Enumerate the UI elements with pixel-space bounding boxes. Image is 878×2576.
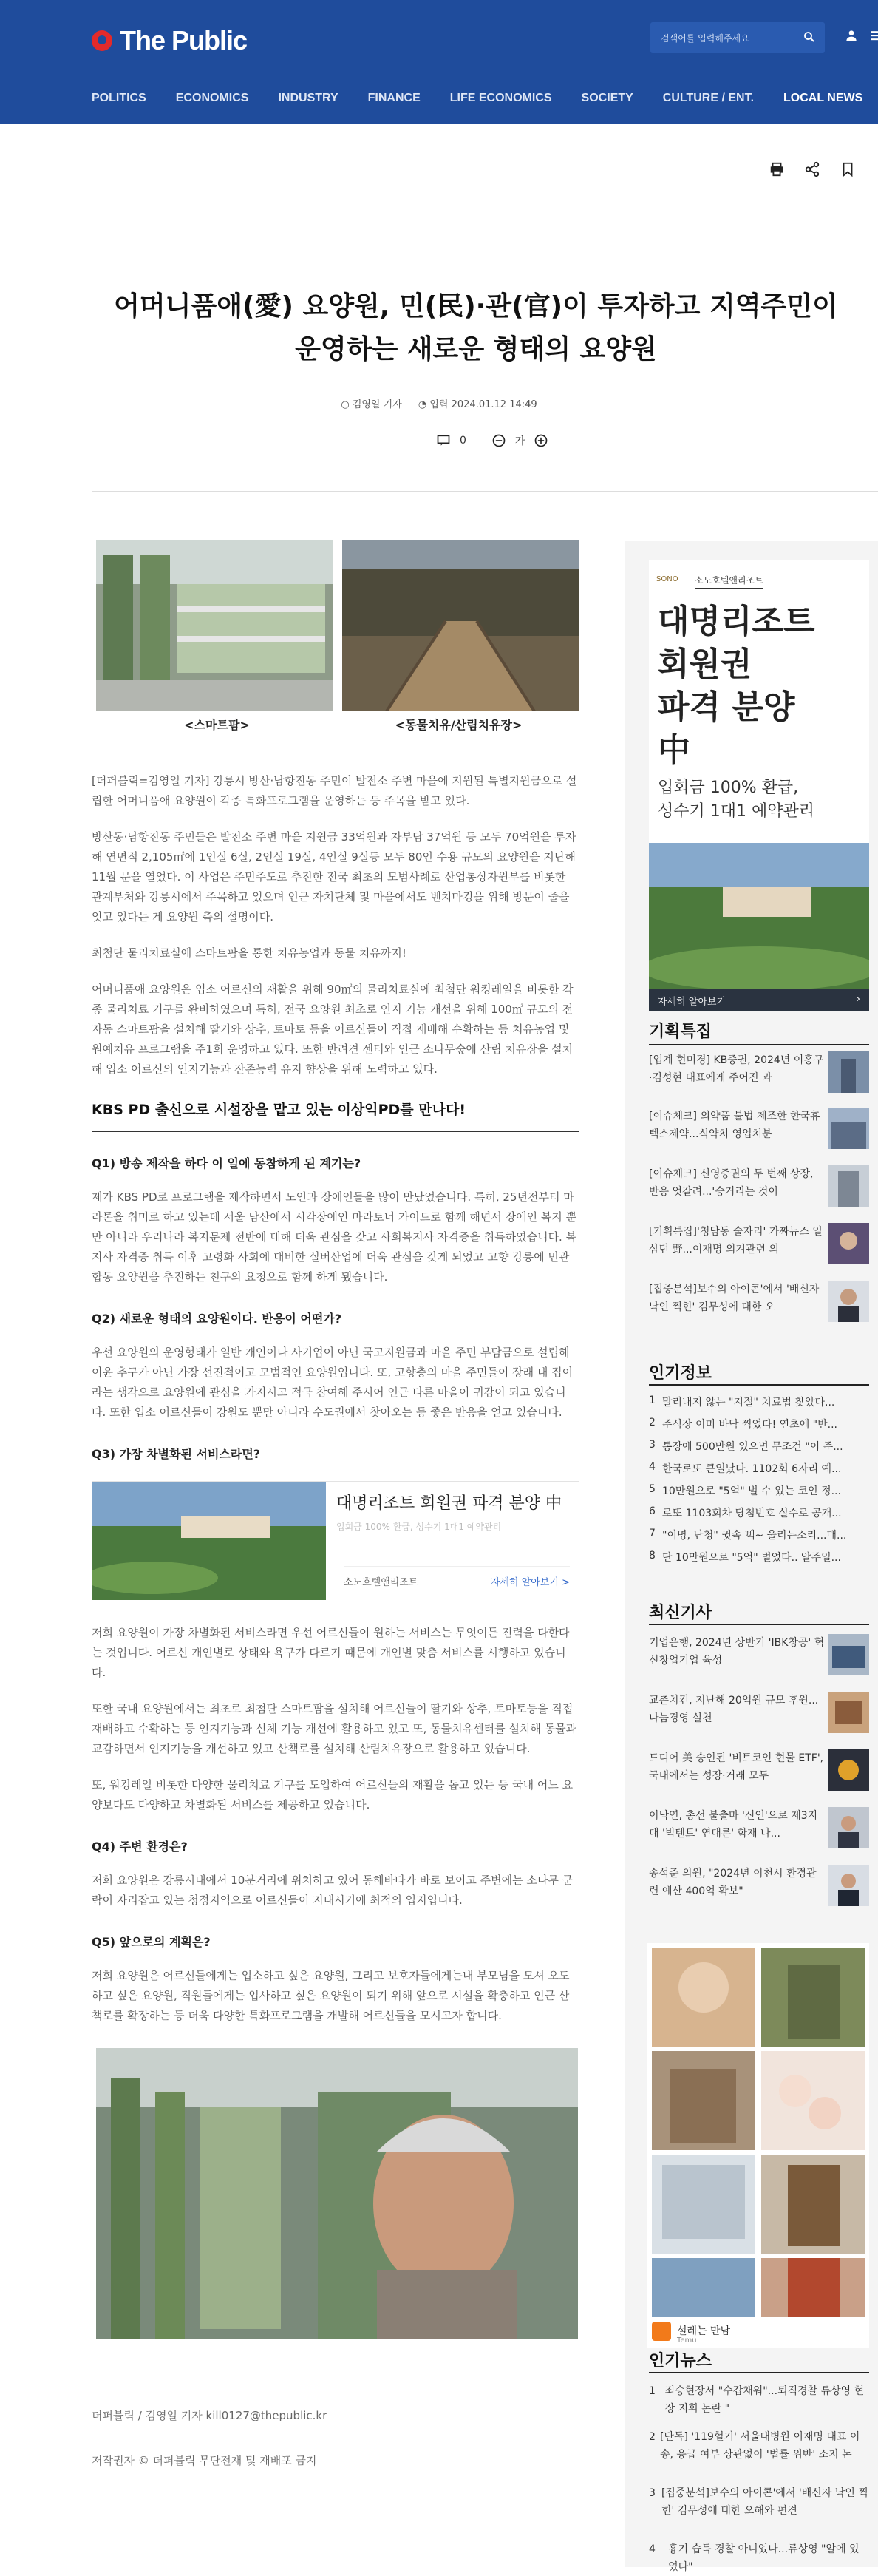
rank-number: 7 (649, 1528, 662, 1542)
shopping-ad[interactable] (647, 1943, 869, 2348)
popular-item[interactable] (649, 1505, 869, 1520)
divider (649, 1044, 869, 1045)
nav-society[interactable]: SOCIETY (582, 92, 633, 105)
popular-item[interactable] (649, 1394, 869, 1409)
popular-news-item[interactable] (649, 2541, 869, 2576)
featured-thumb (828, 1281, 869, 1322)
answer: 또, 워킹레일 비롯한 다양한 물리치료 기구를 도입하여 어르신들의 재활을 돕고 있는 등 국내 어느 요양보다도 다양하고 차별화된 서비스를 제공하고 있습니다. (92, 1775, 579, 1815)
question: Q4) 주변 환경은? (92, 1837, 579, 1854)
popular-title: 주식장 이미 바닥 찍었다! 연초에 "반... (662, 1417, 837, 1431)
answer: 저희 요양원은 강릉시내에서 10분거리에 위치하고 있어 동해바다가 바로 보이고 주변에는 소나무 군락이 자리잡고 있는 청정지역으로 어르신들이 지내시기에 최적의 입지입니다. (92, 1871, 579, 1911)
paragraph: 방산동·남항진동 주민들은 발전소 주변 마을 지원금 33억원과 자부담 37억원 등 모두 70억원을 투자해 연면적 2,105㎡에 1인실 6실, 2인실 19실, 4인실 9실등 모두 80인 수용 규모의 요양원을 지난해 11월 문을 열었다. 이 사업은 주민주도로 추진한 전국 최초의 모범사례로 산업통상자원부를 비롯한 관계부처와 강릉시에서 주목하고 있으며 인근 자치단체 및 마을에서도 벤치마킹을 위해 방문이 줄을 잇고 있다는 게 요양원 측의 설명이다. (92, 827, 579, 927)
latest-item[interactable] (649, 1807, 869, 1848)
ad-title: 대명리조트 회원권 파격 분양 中 (336, 1492, 568, 1516)
popular-news-heading: 인기뉴스 (649, 2348, 712, 2371)
ad-brand-small: SONO (656, 575, 678, 583)
featured-thumb (828, 1165, 869, 1207)
ad-headline-line: 회원권 (658, 643, 815, 686)
popular-info-heading: 인기정보 (649, 1360, 712, 1383)
featured-thumb (828, 1108, 869, 1149)
latest-heading: 최신기사 (649, 1600, 712, 1623)
popular-title: "이명, 난청" 귓속 빽~ 울리는소리...매... (662, 1528, 846, 1542)
menu-icon[interactable] (869, 28, 878, 43)
featured-item[interactable] (649, 1108, 869, 1149)
rank-number: 5 (649, 1483, 662, 1498)
article-meta (0, 396, 878, 410)
featured-item[interactable] (649, 1051, 869, 1093)
interview-photo[interactable] (96, 2048, 578, 2339)
latest-title: 이낙연, 총선 불출마 '신인'으로 제3지대 '빅텐트' 연대론' 학재 나... (649, 1807, 825, 1848)
popular-news-item[interactable] (649, 2428, 869, 2464)
sidebar-ad[interactable] (649, 560, 869, 1011)
popular-item[interactable] (649, 1417, 869, 1431)
forest-path-photo[interactable] (342, 540, 579, 711)
publish-date: ◔ 입력 2024.01.12 14:49 (418, 399, 537, 410)
divider (649, 2372, 869, 2373)
popular-news-title: 죄승현장서 "수갑채워"...퇴직경찰 류상영 현장 지휘 논란 " (665, 2382, 869, 2418)
site-header (0, 0, 878, 124)
ad-subtitle: 입회금 100% 환급, 성수기 1대1 예약관리 (336, 1520, 568, 1533)
question: Q2) 새로운 형태의 요양원이다. 반응이 어떤가? (92, 1309, 579, 1326)
site-logo[interactable] (92, 22, 247, 59)
inline-ad[interactable] (92, 1481, 579, 1599)
featured-title: [집중분석]보수의 아이콘'에서 '배신자 낙인 찍힌' 김무성에 대한 오 (649, 1281, 825, 1322)
smartfarm-photo[interactable] (96, 540, 333, 711)
article-title (74, 285, 878, 371)
popular-item[interactable] (649, 1483, 869, 1498)
latest-item[interactable] (649, 1749, 869, 1791)
photo-pair (96, 540, 579, 711)
featured-heading: 기획특집 (649, 1019, 712, 1042)
ad-sub-line: 성수기 1대1 예약관리 (658, 800, 814, 824)
caption-right: <동물치유/산림치유장> (338, 716, 579, 733)
answer: 또한 국내 요양원에서는 최초로 최첨단 스마트팜을 설치해 어르신들이 딸기와 상추, 토마토등을 직접 재배하고 수확하는 등 인지기능과 신체 기능 개선에 활용하고 있고 또, 동물치유센터를 설치해 동물과 교감하면서 인지기능을 개선하고 있고 산책로를 설치해 산림치유장으로 활용하고 있습니다. (92, 1699, 579, 1759)
popular-title: 10만원으로 "5억" 벌 수 있는 코인 정... (662, 1483, 841, 1498)
ad-sub-line: 입회금 100% 환급, (658, 776, 814, 800)
more-icon[interactable] (875, 161, 878, 177)
rank-number: 1 (649, 2382, 665, 2418)
popular-news-title: [집중분석]보수의 아이콘'에서 '배신자 낙인 찍힌' 김무성에 대한 오해와 편견 (661, 2484, 869, 2520)
latest-title: 교촌치킨, 지난해 20억원 규모 후원...나눔경영 실천 (649, 1692, 825, 1733)
answer: 저희 요양원이 가장 차별화된 서비스라면 우선 어르신들이 원하는 서비스는 무엇이든 진력을 다한다는 것입니다. 어르신 개인별로 상태와 욕구가 다르기 때문에 개인별 맞춤 서비스를 시행하고 있습니다. (92, 1623, 579, 1683)
rank-number: 2 (649, 2428, 660, 2464)
nav-finance[interactable]: FINANCE (368, 92, 421, 105)
rank-number: 8 (649, 1550, 662, 1565)
popular-item[interactable] (649, 1439, 869, 1454)
latest-thumb (828, 1749, 869, 1791)
ad-more-label: 자세히 알아보기 (658, 997, 726, 1008)
search-icon[interactable] (803, 30, 816, 44)
popular-news-title: [단독] '119혈기' 서울대병원 이재명 대표 이송, 응급 여부 상관없이 '법률 위반' 소지 논 (660, 2428, 869, 2464)
paragraph: 최첨단 물리치료실에 스마트팜을 통한 치유농업과 동물 치유까지! (92, 943, 579, 963)
rank-number: 4 (649, 1461, 662, 1476)
latest-thumb (828, 1692, 869, 1733)
share-icon[interactable] (804, 161, 820, 177)
ad-more-link[interactable]: 자세히 알아보기 > (491, 1574, 570, 1588)
popular-title: 한국로또 큰일났다. 1102회 6자리 예... (662, 1461, 841, 1476)
divider (92, 1131, 579, 1132)
article-actions (436, 433, 548, 448)
featured-thumb (828, 1051, 869, 1093)
paragraph: 어머니품애 요양원은 입소 어르신의 재활을 위해 90㎡의 물리치료실에 최첨단 워킹레일을 비롯한 각종 물리치료 기구를 완비하였으며 특히, 전국 요양원 최초로 인지 기능 개선을 위해 100㎡ 규모의 전자동 스마트팜을 설치해 딸기와 상추, 토마토 등을 어르신들이 직접 재배해 수확하는 등 치유농업 및 원예치유 프로그램을 주1회 운영하고 있다. 또한 반려견 센터와 인근 소나무숲에 산림 치유장을 설치해 입소 어르신의 인지기능과 잔존능력 유지 향상을 위해 노력하고 있다. (92, 980, 579, 1079)
nav-politics[interactable]: POLITICS (92, 92, 146, 105)
latest-item[interactable] (649, 1634, 869, 1675)
question: Q3) 가장 차별화된 서비스라면? (92, 1445, 579, 1462)
search-input[interactable]: 검색어를 입력해주세요 (661, 32, 749, 44)
latest-item[interactable] (649, 1692, 869, 1733)
chevron-right-icon: › (857, 994, 860, 1005)
featured-item[interactable] (649, 1223, 869, 1264)
divider (649, 1384, 869, 1386)
divider (92, 491, 878, 492)
rank-number: 3 (649, 1439, 662, 1454)
popular-title: 말리내지 않는 "지절" 치료법 찾았다... (662, 1394, 834, 1409)
ad-headline (658, 600, 815, 772)
font-size-label: 가 (515, 433, 525, 448)
question: Q1) 방송 제작을 하다 이 일에 동참하게 된 계기는? (92, 1154, 579, 1171)
answer: 제가 KBS PD로 프로그램을 제작하면서 노인과 장애인들을 많이 만났었습니다. 특히, 25년전부터 마라톤을 취미로 하고 있는데 서울 남산에서 시각장애인 마라토너 가이드로 함께 해면서 장애인 복지 뿐만 아니라 우리나라 복지문제 전반에 대해 더욱 관심을 갖고 사회복지사 자격증을 취득하였습니다. 복지사 자격증 취득 이후 고령화 사회에 대비한 실버산업에 더욱 관심을 갖게 되었고 고향 강릉에 민관합동 요양원을 추진하는 친구의 요청으로 함께 하게 됐습니다. (92, 1187, 579, 1287)
featured-title: [기획특집]'청담동 술자리' 가짜뉴스 일삼던 野...이재명 의겨관련 의 (649, 1223, 825, 1264)
ad-headline-line: 中 (658, 729, 815, 772)
logo-text: The Public (120, 25, 247, 56)
article-body (92, 540, 579, 2468)
ad-more-button[interactable] (649, 989, 869, 1011)
ad-subtext (658, 776, 814, 824)
featured-thumb (828, 1223, 869, 1264)
comment-count: 0 (460, 435, 466, 447)
rank-number: 4 (649, 2541, 668, 2576)
latest-title: 송석준 의원, "2024년 이천시 환경관련 예산 400억 확보" (649, 1865, 825, 1906)
popular-title: 통장에 500만원 있으면 무조건 "이 주... (662, 1439, 843, 1454)
user-icon[interactable] (844, 28, 859, 43)
question: Q5) 앞으로의 계획은? (92, 1933, 579, 1950)
shop-ad-brand: Temu (677, 2336, 697, 2345)
answer: 저희 요양원은 어르신들에게는 입소하고 싶은 요양원, 그리고 보호자들에게는내 부모님을 모셔 오도하고 싶은 요양원, 직원들에게는 입사하고 싶은 요양원이 되기 위해 앞으로 시설을 확충하고 인근 산책로를 확장하는 등 더욱 다양한 특화프로그램을 개발해 어르신들을 모시고자 합니다. (92, 1966, 579, 2026)
latest-item[interactable] (649, 1865, 869, 1906)
rank-number: 2 (649, 1417, 662, 1431)
featured-title: [이슈체크] 의약품 불법 제조한 한국휴텍스제약...식약처 영업처분 (649, 1108, 825, 1149)
ad-image (649, 843, 869, 991)
font-decrease-icon[interactable] (491, 433, 506, 448)
divider (649, 1624, 869, 1625)
nav-life-economics[interactable]: LIFE ECONOMICS (450, 92, 552, 105)
article-tools (769, 161, 878, 177)
ad-headline-line: 대명리조트 (658, 600, 815, 643)
photo-captions (96, 716, 579, 733)
font-increase-icon[interactable] (534, 433, 548, 448)
popular-news-title: 흉기 습득 경찰 아니었나...류상영 "알에 있었다" (668, 2541, 869, 2576)
popular-title: 로또 1103회차 당첨번호 실수로 공개... (662, 1505, 842, 1520)
latest-thumb (828, 1807, 869, 1848)
featured-item[interactable] (649, 1165, 869, 1207)
search-box[interactable] (650, 22, 825, 53)
rank-number: 1 (649, 1394, 662, 1409)
popular-news-item[interactable] (649, 2484, 869, 2520)
ad-brand: 소노호텔앤리조트 (695, 574, 763, 589)
bookmark-icon[interactable] (840, 161, 856, 177)
popular-item[interactable] (649, 1550, 869, 1565)
nav-culture[interactable]: CULTURE / ENT. (663, 92, 754, 105)
popular-news-item[interactable] (649, 2382, 869, 2418)
nav-local-news[interactable]: LOCAL NEWS (783, 92, 862, 105)
answer: 우선 요양원의 운영형태가 일반 개인이나 사기업이 아닌 국고지원금과 마을 주민 부담금으로 설립해 이윤 추구가 아닌 가장 선진적이고 모범적인 요양원입니다. 또, 고향층의 마을 주민들이 장래 내 집이라는 생각으로 요양원에 관심을 가지시고 적극 참여해 주시어 인근 다른 마을이 귀감이 되고 있습니다. 또한 입소 어르신들이 강원도 뿐만 아니라 수도권에서 찾아오는 등 좋은 반응을 얻고 있습니다. (92, 1343, 579, 1423)
title-line-1: 어머니품애(愛) 요양원, 민(民)·관(官)이 투자하고 지역주민이 (74, 285, 878, 328)
latest-title: 기업은행, 2024년 상반기 'IBK창공' 혁신창업기업 육성 (649, 1634, 825, 1675)
ad-brand: 소노호텔앤리조트 (344, 1574, 418, 1588)
copyright: 저작권자 © 더퍼블릭 무단전재 및 재배포 금지 (92, 2453, 579, 2468)
latest-thumb (828, 1634, 869, 1675)
latest-thumb (828, 1865, 869, 1906)
featured-title: [이슈체크] 신영증권의 두 번째 상장, 반응 엇갈려...'승거리는 것이 (649, 1165, 825, 1207)
latest-title: 드디어 美 승인된 '비트코인 현물 ETF', 국내에서는 성장·거래 모두 (649, 1749, 825, 1791)
subheading: KBS PD 출신으로 시설장을 맡고 있는 이상익PD를 만나다! (92, 1099, 579, 1119)
popular-item[interactable] (649, 1461, 869, 1476)
nav-industry[interactable]: INDUSTRY (278, 92, 338, 105)
rank-number: 3 (649, 2484, 661, 2520)
title-line-2: 운영하는 새로운 형태의 요양원 (74, 328, 878, 371)
byline: 더퍼블릭 / 김영일 기자 kill0127@thepublic.kr (92, 2407, 579, 2423)
rank-number: 6 (649, 1505, 662, 1520)
popular-item[interactable] (649, 1528, 869, 1542)
popular-title: 단 10만원으로 "5억" 벌었다.. 알주일... (662, 1550, 841, 1565)
print-icon[interactable] (769, 161, 785, 177)
lead-paragraph: [더퍼블릭=김영일 기자] 강릉시 방산·남항진동 주민이 발전소 주변 마을에 지원된 특별지원금으로 설립한 어머니품애 요양원이 각종 특화프로그램을 운영하는 등 주목을 받고 있다. (92, 771, 579, 811)
ad-headline-line: 파격 분양 (658, 686, 815, 729)
shop-ad-label: 설레는 만남 (677, 2323, 730, 2338)
nav-economics[interactable]: ECONOMICS (176, 92, 249, 105)
comment-icon[interactable] (436, 433, 451, 448)
featured-item[interactable] (649, 1281, 869, 1322)
caption-left: <스마트팜> (96, 716, 338, 733)
header-icons (844, 28, 878, 43)
featured-title: [업계 현미경] KB증권, 2024년 이홍구·김성현 대표에게 주어진 과 (649, 1051, 825, 1093)
logo-mark-icon (92, 30, 112, 51)
author: ○ 김영일 기자 (341, 399, 401, 410)
ad-image (92, 1482, 326, 1600)
main-nav (92, 92, 878, 105)
